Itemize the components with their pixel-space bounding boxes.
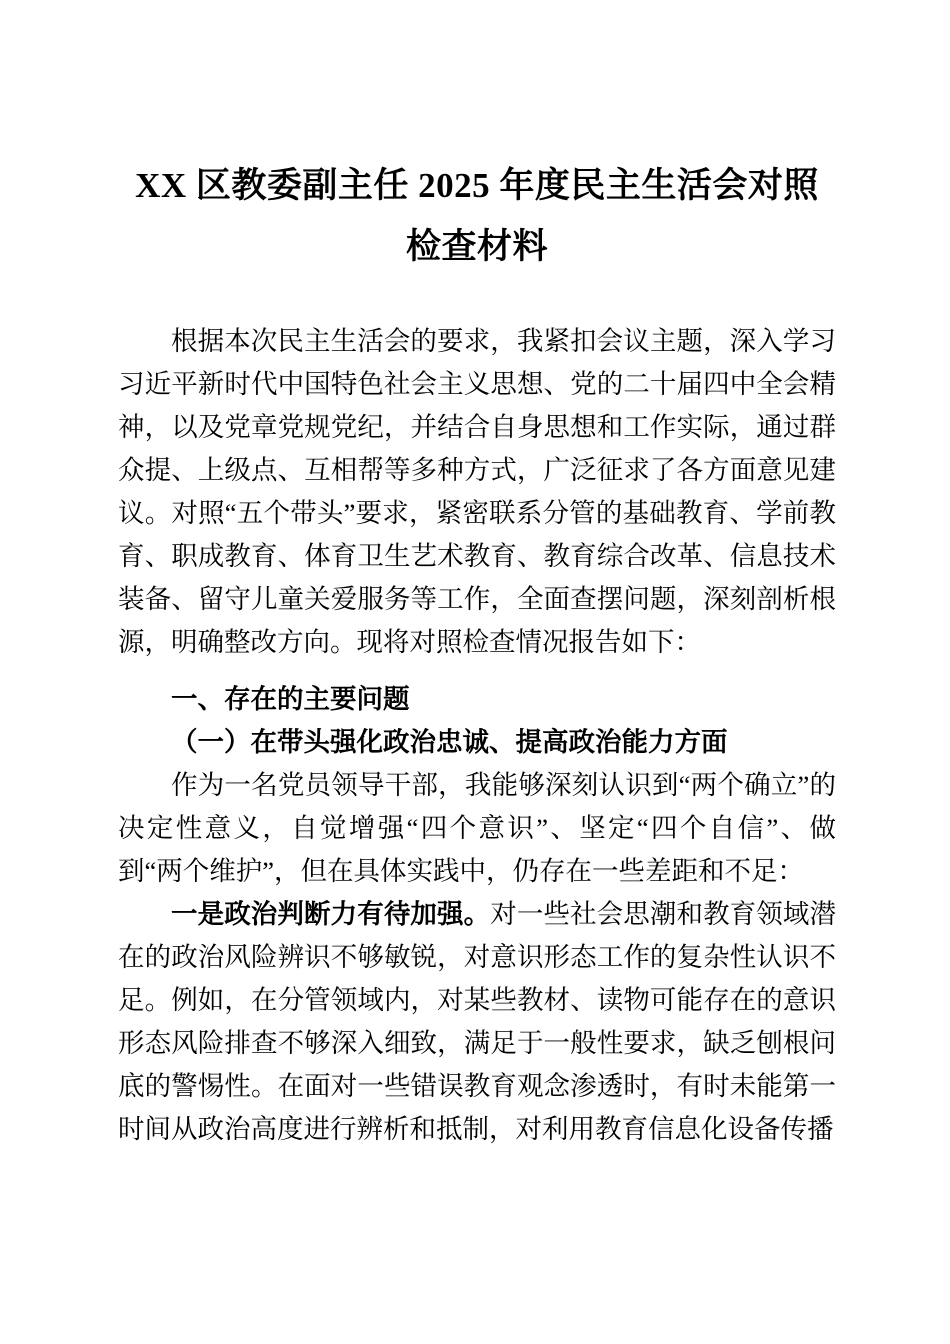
subsection-1-paragraph: 作为一名党员领导干部，我能够深刻认识到“两个确立”的决定性意义，自觉增强“四个意识”、坚定“四个自信”、做到“两个维护”，但在具体实践中，仍存在一些差距和不足：	[118, 770, 836, 886]
point-1-lead: 一是政治判断力有待加强。	[171, 899, 491, 929]
point-1-paragraph	[118, 893, 836, 1151]
point-1-text: 对一些社会思潮和教育领域潜在的政治风险辨识不够敏锐，对意识形态工作的复杂性认识不足。例如，在分管领域内，对某些教材、读物可能存在的意识形态风险排查不够深入细致，满足于一般性要求，缺乏刨根问底的警惕性。在面对一些错误教育观念渗透时，有时未能第一时间从政治高度进行辨析和抵制，对利用教育信息化设备传播	[118, 899, 836, 1144]
document-title: XX 区教委副主任 2025 年度民主生活会对照检查材料	[135, 166, 819, 266]
subsection-1-heading: （一）在带头强化政治忠诚、提高政治能力方面	[171, 727, 728, 757]
intro-paragraph: 根据本次民主生活会的要求，我紧扣会议主题，深入学习习近平新时代中国特色社会主义思想、党的二十届四中全会精神，以及党章党规党纪，并结合自身思想和工作实际，通过群众提、上级点、互相帮等多种方式，广泛征求了各方面意见建议。对照“五个带头”要求，紧密联系分管的基础教育、学前教育、职成教育、体育卫生艺术教育、教育综合改革、信息技术装备、留守儿童关爱服务等工作，全面查摆问题，深刻剖析根源，明确整改方向。现将对照检查情况报告如下：	[118, 326, 836, 657]
section-1-heading: 一、存在的主要问题	[171, 684, 410, 714]
